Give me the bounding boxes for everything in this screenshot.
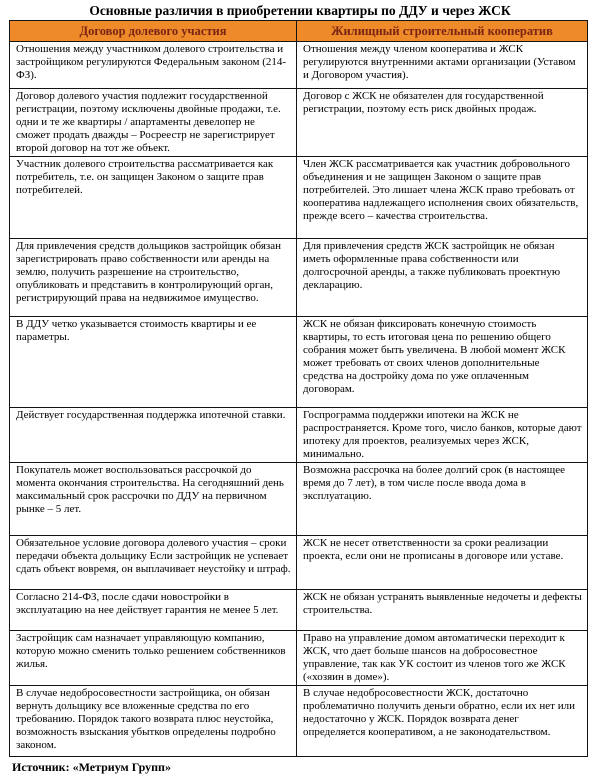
cell-zhsk-3: Член ЖСК рассматривается как участник добровольного объединения и не защищен Законом о защите прав потребителей. Это лишает члена ЖСК право требовать от кооператива надлежащего исполнения своих обязательств, прежде всего – качества строительства. [297,157,588,239]
cell-zhsk-5: ЖСК не обязан фиксировать конечную стоимость квартиры, то есть итоговая цена по решению общего собрания может быть увеличена. В любой момент ЖСК может требовать от своих членов дополнительные средства на достройку дома по уже оплаченным договорам. [297,317,588,408]
cell-ddu-8: Обязательное условие договора долевого участия – сроки передачи объекта дольщику Если застройщик не успевает сдать объект вовремя, он выплачивает неустойку и штраф. [10,536,297,590]
cell-ddu-7: Покупатель может воспользоваться рассрочкой до момента окончания строительства. На сегодняшний день максимальный срок рассрочки по ДДУ на первичном рынке – 5 лет. [10,463,297,536]
cell-zhsk-4: Для привлечения средств ЖСК застройщик не обязан иметь оформленные права собственности или долгосрочной аренды, а также публиковать проектную декларацию. [297,239,588,317]
table-row [10,631,588,686]
comparison-table [9,20,588,757]
column-header-zhsk: Жилищный строительный кооператив [297,21,588,42]
cell-zhsk-9: ЖСК не обязан устранять выявленные недочеты и дефекты строительства. [297,590,588,631]
table-row [10,157,588,239]
table-row [10,317,588,408]
page-title: Основные различия в приобретении квартиры по ДДУ и через ЖСК [89,3,511,18]
table-row [10,42,588,89]
source-note: Источник: «Метриум Групп» [12,760,171,774]
cell-ddu-11: В случае недобросовестности застройщика, он обязан вернуть дольщику все вложенные средства по его требованию. Порядок такого возврата плюс неустойка, возможность взыскания убытков определены подробно законом. [10,686,297,757]
cell-ddu-4: Для привлечения средств дольщиков застройщик обязан зарегистрировать право собственности или аренды на землю, получить разрешение на строительство, опубликовать и представить в контролирующий орган, регистрирующий права на недвижимое имущество. [10,239,297,317]
table-row [10,239,588,317]
cell-ddu-3: Участник долевого строительства рассматривается как потребитель, т.е. он защищен Законом о защите прав потребителей. [10,157,297,239]
table-row [10,89,588,157]
table-row [10,463,588,536]
table-row [10,686,588,757]
cell-zhsk-8: ЖСК не несет ответственности за сроки реализации проекта, если они не прописаны в договоре или уставе. [297,536,588,590]
cell-ddu-6: Действует государственная поддержка ипотечной ставки. [10,408,297,463]
cell-zhsk-10: Право на управление домом автоматически переходит к ЖСК, что дает больше шансов на добросовестное управление, так как УК состоит из членов того же ЖСК («хозяин в доме»). [297,631,588,686]
cell-ddu-2: Договор долевого участия подлежит государственной регистрации, поэтому исключены двойные продажи, т.е. одни и те же квартиры / апартаменты девелопер не сможет продать дважды – Росреестр не зарегистрирует второй договор на тот же объект. [10,89,297,157]
cell-ddu-5: В ДДУ четко указывается стоимость квартиры и ее параметры. [10,317,297,408]
cell-zhsk-6: Госпрограмма поддержки ипотеки на ЖСК не распространяется. Кроме того, число банков, которые дают ипотеку для проектов, реализуемых через ЖСК, минимально. [297,408,588,463]
cell-zhsk-11: В случае недобросовестности ЖСК, достаточно проблематично получить деньги обратно, если их нет или недостаточно у ЖСК. Порядок возврата денег определяется кооперативом, а не законодательством. [297,686,588,757]
table-header-row [10,21,588,42]
cell-zhsk-1: Отношения между членом кооператива и ЖСК регулируются внутренними актами организации (Уставом и Договором участия). [297,42,588,89]
table-row [10,408,588,463]
table-row [10,590,588,631]
cell-ddu-1: Отношения между участником долевого строительства и застройщиком регулируются Федеральным законом (214-ФЗ). [10,42,297,89]
column-header-ddu: Договор долевого участия [10,21,297,42]
table-row [10,536,588,590]
cell-ddu-9: Согласно 214-ФЗ, после сдачи новостройки в эксплуатацию на нее действует гарантия не менее 5 лет. [10,590,297,631]
cell-zhsk-2: Договор с ЖСК не обязателен для государственной регистрации, поэтому есть риск двойных продаж. [297,89,588,157]
cell-zhsk-7: Возможна рассрочка на более долгий срок (в настоящее время до 7 лет), в том числе после ввода дома в эксплуатацию. [297,463,588,536]
cell-ddu-10: Застройщик сам назначает управляющую компанию, которую можно сменить только решением собственников жилья. [10,631,297,686]
